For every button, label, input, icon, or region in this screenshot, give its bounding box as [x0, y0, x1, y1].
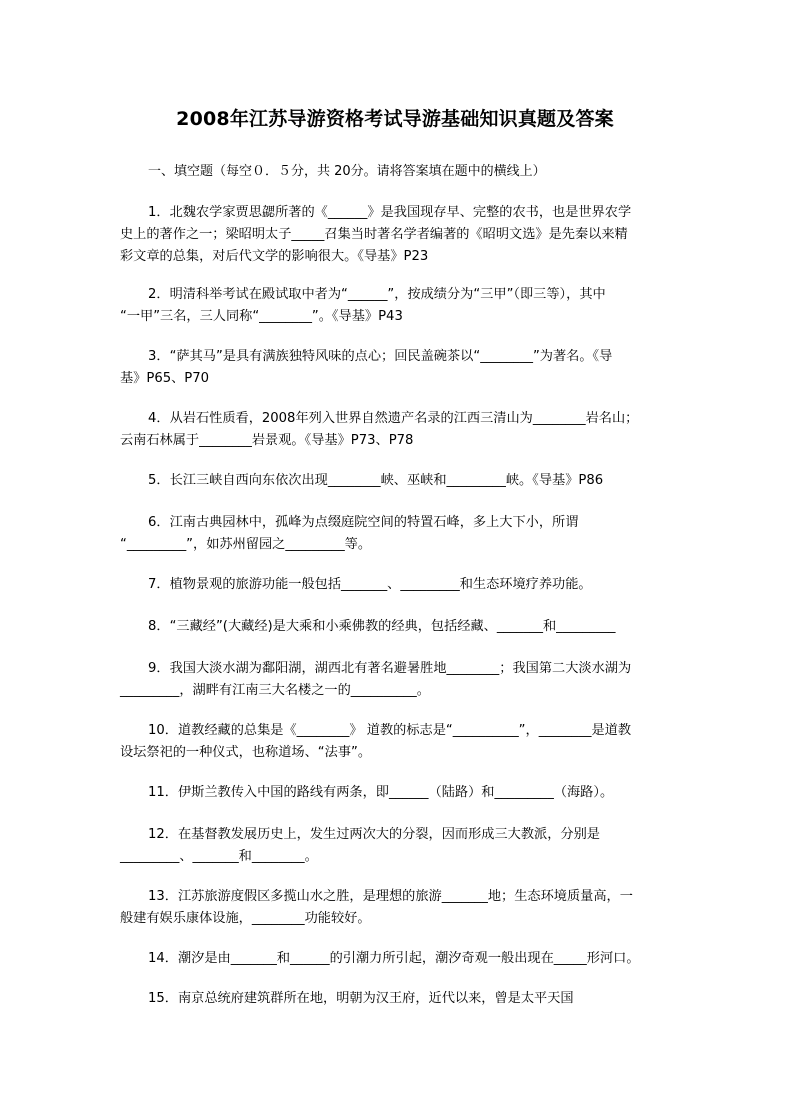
question-line: “_________”，如苏州留园之_________等。 — [120, 537, 372, 552]
question-line: 云南石林属于________岩景观。《导基》P73、P78 — [120, 433, 414, 448]
question-line: 13．江苏旅游度假区多揽山水之胜，是理想的旅游_______地；生态环境质量高，一 — [148, 889, 633, 904]
question-line: 2．明清科举考试在殿试取中者为“______”，按成绩分为“三甲”（即三等），其中 — [148, 287, 606, 302]
question-line: 4．从岩石性质看，2008年列入世界自然遗产名录的江西三清山为________岩名山； — [148, 411, 639, 426]
question-1 — [120, 202, 668, 268]
question-line: “一甲”三名，三人同称“________”。《导基》P43 — [120, 309, 403, 324]
question-line: 10．道教经藏的总集是《________》 道教的标志是“__________”，________是道教 — [148, 723, 632, 738]
question-7 — [120, 574, 668, 596]
question-9 — [120, 658, 668, 702]
question-line: 15．南京总统府建筑群所在地，明朝为汉王府，近代以来，曾是太平天国 — [148, 991, 574, 1006]
question-12 — [120, 824, 668, 868]
question-11 — [120, 782, 668, 804]
question-line: 1．北魏农学家贾思勰所著的《______》是我国现存早、完整的农书，也是世界农学 — [148, 205, 632, 220]
question-14 — [120, 948, 668, 970]
question-8 — [120, 616, 668, 638]
question-line: 3．“萨其马”是具有满族独特风味的点心；回民盖碗茶以“________”为著名。《导 — [148, 349, 613, 364]
question-5 — [120, 470, 668, 492]
question-line: 6．江南古典园林中，孤峰为点缀庭院空间的特置石峰，多上大下小，所谓 — [148, 515, 579, 530]
question-15 — [120, 988, 668, 1010]
question-13 — [120, 886, 668, 930]
question-3 — [120, 346, 668, 390]
question-4 — [120, 408, 668, 452]
question-line: 14．潮汐是由_______和______的引潮力所引起，潮汐奇观一般出现在_____形河口。 — [148, 951, 640, 966]
document-title: 2008年江苏导游资格考试导游基础知识真题及答案 — [176, 108, 614, 130]
question-line: 般建有娱乐康体设施，________功能较好。 — [120, 911, 371, 926]
question-2 — [120, 284, 668, 328]
section-heading: 一、填空题（每空０．５分，共 20分。请将答案填在题中的横线上） — [148, 164, 546, 179]
question-line: 5．长江三峡自西向东依次出现________峡、巫峡和_________峡。《导基》P86 — [148, 473, 604, 488]
question-line: 7．植物景观的旅游功能一般包括_______、_________和生态环境疗养功能。 — [148, 577, 592, 592]
question-line: 12．在基督教发展历史上，发生过两次大的分裂，因而形成三大教派，分别是 — [148, 827, 600, 842]
question-line: 设坛祭祀的一种仪式，也称道场、“法事”。 — [120, 745, 372, 760]
question-line: _________、_______和________。 — [120, 849, 318, 864]
question-line: 9．我国大淡水湖为鄱阳湖，湖西北有著名避暑胜地________；我国第二大淡水湖为 — [148, 661, 632, 676]
question-line: 史上的著作之一；梁昭明太子_____召集当时著名学者编著的《昭明文选》是先秦以来精 — [120, 227, 628, 242]
question-line: 8．“三藏经”(大藏经)是大乘和小乘佛教的经典，包括经藏、_______和_________ — [148, 619, 616, 634]
question-line: _________，湖畔有江南三大名楼之一的__________。 — [120, 683, 430, 698]
question-10 — [120, 720, 668, 764]
question-line: 基》P65、P70 — [120, 371, 210, 386]
question-6 — [120, 512, 668, 556]
question-line: 11．伊斯兰教传入中国的路线有两条，即______（陆路）和_________（海路）。 — [148, 785, 614, 800]
question-line: 彩文章的总集，对后代文学的影响很大。《导基》P23 — [120, 249, 429, 264]
